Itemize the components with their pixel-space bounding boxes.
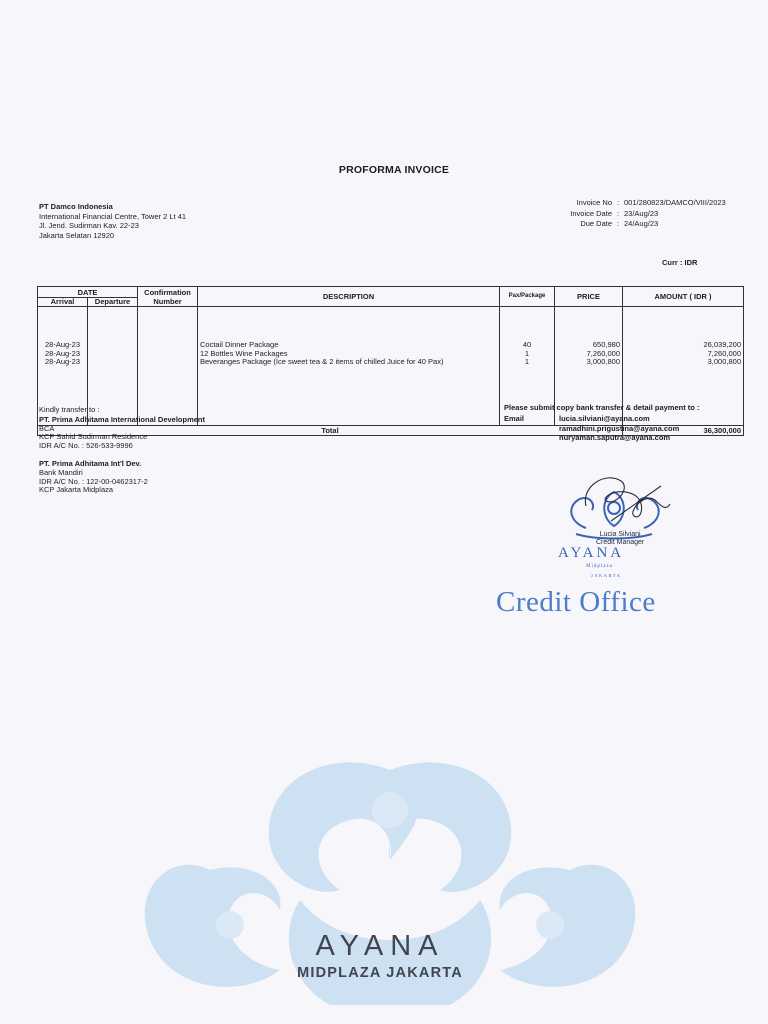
arrival-value: 28-Aug-23 (44, 348, 81, 358)
header-confirmation: Confirmation Number (138, 287, 198, 307)
signature-icon (566, 466, 676, 536)
client-block (39, 202, 186, 240)
meta-value: 24/Aug/23 (624, 219, 659, 228)
account-bank: BCA (39, 423, 55, 433)
description-value: 12 Bottles Wine Packages (200, 348, 288, 358)
client-address-line: International Financial Centre, Tower 2 Lt 41 (39, 211, 187, 221)
stamp-brand: AYANA (558, 545, 625, 561)
amount-value: 26,039,200 (703, 340, 741, 349)
price-value: 7,260,000 (586, 348, 620, 358)
account-name: PT. Prima Adhitama Int'l Dev. (39, 458, 142, 468)
description-value: Beveranges Package (Ice sweet tea & 2 items of chilled Juice for 40 Pax) (200, 357, 444, 366)
payment-note: Please submit copy bank transfer & detail payment to : (504, 403, 700, 412)
footer-sub: MIDPLAZA JAKARTA (297, 965, 463, 981)
account-number: IDR A/C No. : 122-00-0462317-2 (39, 476, 148, 486)
email-address: nuryaman.saputra@ayana.com (559, 433, 671, 442)
invoice-no-row (520, 198, 726, 209)
due-date-row (520, 219, 726, 230)
pax-value: 40 (522, 340, 532, 349)
account-branch: KCP Jakarta Midplaza (39, 485, 114, 495)
header-description: DESCRIPTION (198, 287, 500, 307)
amount-value: 3,000,800 (707, 357, 741, 366)
table-header-row (38, 287, 744, 298)
signer-name: Lucia Silviani (599, 531, 641, 538)
account-branch: KCP Sahid Sudirman Residence (39, 432, 148, 442)
description-cell (198, 307, 500, 426)
email-list (559, 414, 679, 443)
transfer-block (39, 406, 205, 495)
amount-value: 7,260,000 (707, 348, 741, 358)
meta-label: Due Date (580, 219, 612, 228)
header-arrival: Arrival (38, 298, 88, 307)
price-value: 650,980 (592, 340, 620, 349)
pax-value: 1 (524, 357, 530, 366)
header-pax: Pax/Package (500, 287, 555, 307)
account-number: IDR A/C No. : 526-533-9996 (39, 441, 133, 451)
invoice-meta (520, 198, 726, 230)
meta-label: Invoice Date (570, 208, 612, 218)
total-amount: 36,300,000 (623, 426, 744, 436)
email-address: lucia.silviani@ayana.com (559, 414, 650, 423)
meta-label: Invoice No (576, 198, 612, 207)
credit-office-stamp: Credit Office (496, 586, 656, 618)
meta-value: 001/280823/DAMCO/VIII/2023 (624, 198, 726, 207)
meta-separator: : (616, 198, 620, 207)
meta-value: 23/Aug/23 (624, 208, 659, 218)
description-value: Coctail Dinner Package (200, 340, 279, 349)
document-title: PROFORMA INVOICE (338, 164, 450, 176)
transfer-intro: Kindly transfer to : (39, 405, 100, 414)
client-address-line: Jl. Jend. Sudirman Kav. 22-23 (39, 221, 139, 230)
header-departure: Departure (88, 298, 138, 307)
meta-separator: : (616, 208, 620, 218)
arrival-value: 28-Aug-23 (44, 340, 81, 349)
header-price: PRICE (555, 287, 623, 307)
client-name: PT Damco Indonesia (39, 202, 113, 211)
account-name: PT. Prima Adhitama International Development (39, 414, 206, 424)
signer-role: Credit Manager (596, 539, 645, 546)
footer-brand: AYANA (315, 930, 445, 962)
stamp-sub2: JAKARTA (591, 573, 622, 578)
account-bank: Bank Mandiri (39, 467, 83, 477)
meta-separator: : (616, 219, 620, 228)
arrival-value: 28-Aug-23 (44, 357, 81, 366)
total-label: Total (38, 426, 623, 436)
email-address: ramadhini.prigustina@ayana.com (559, 423, 680, 433)
header-amount: AMOUNT ( IDR ) (623, 287, 744, 307)
stamp-sub1: Midplaza (586, 564, 613, 569)
client-address-line: Jakarta Selatan 12920 (39, 230, 115, 240)
invoice-date-row (520, 209, 726, 220)
price-value: 3,000,800 (586, 357, 620, 366)
email-label: Email (504, 414, 525, 423)
pax-value: 1 (524, 348, 530, 358)
header-date: DATE (38, 287, 138, 298)
currency-label: Curr : IDR (662, 258, 698, 267)
